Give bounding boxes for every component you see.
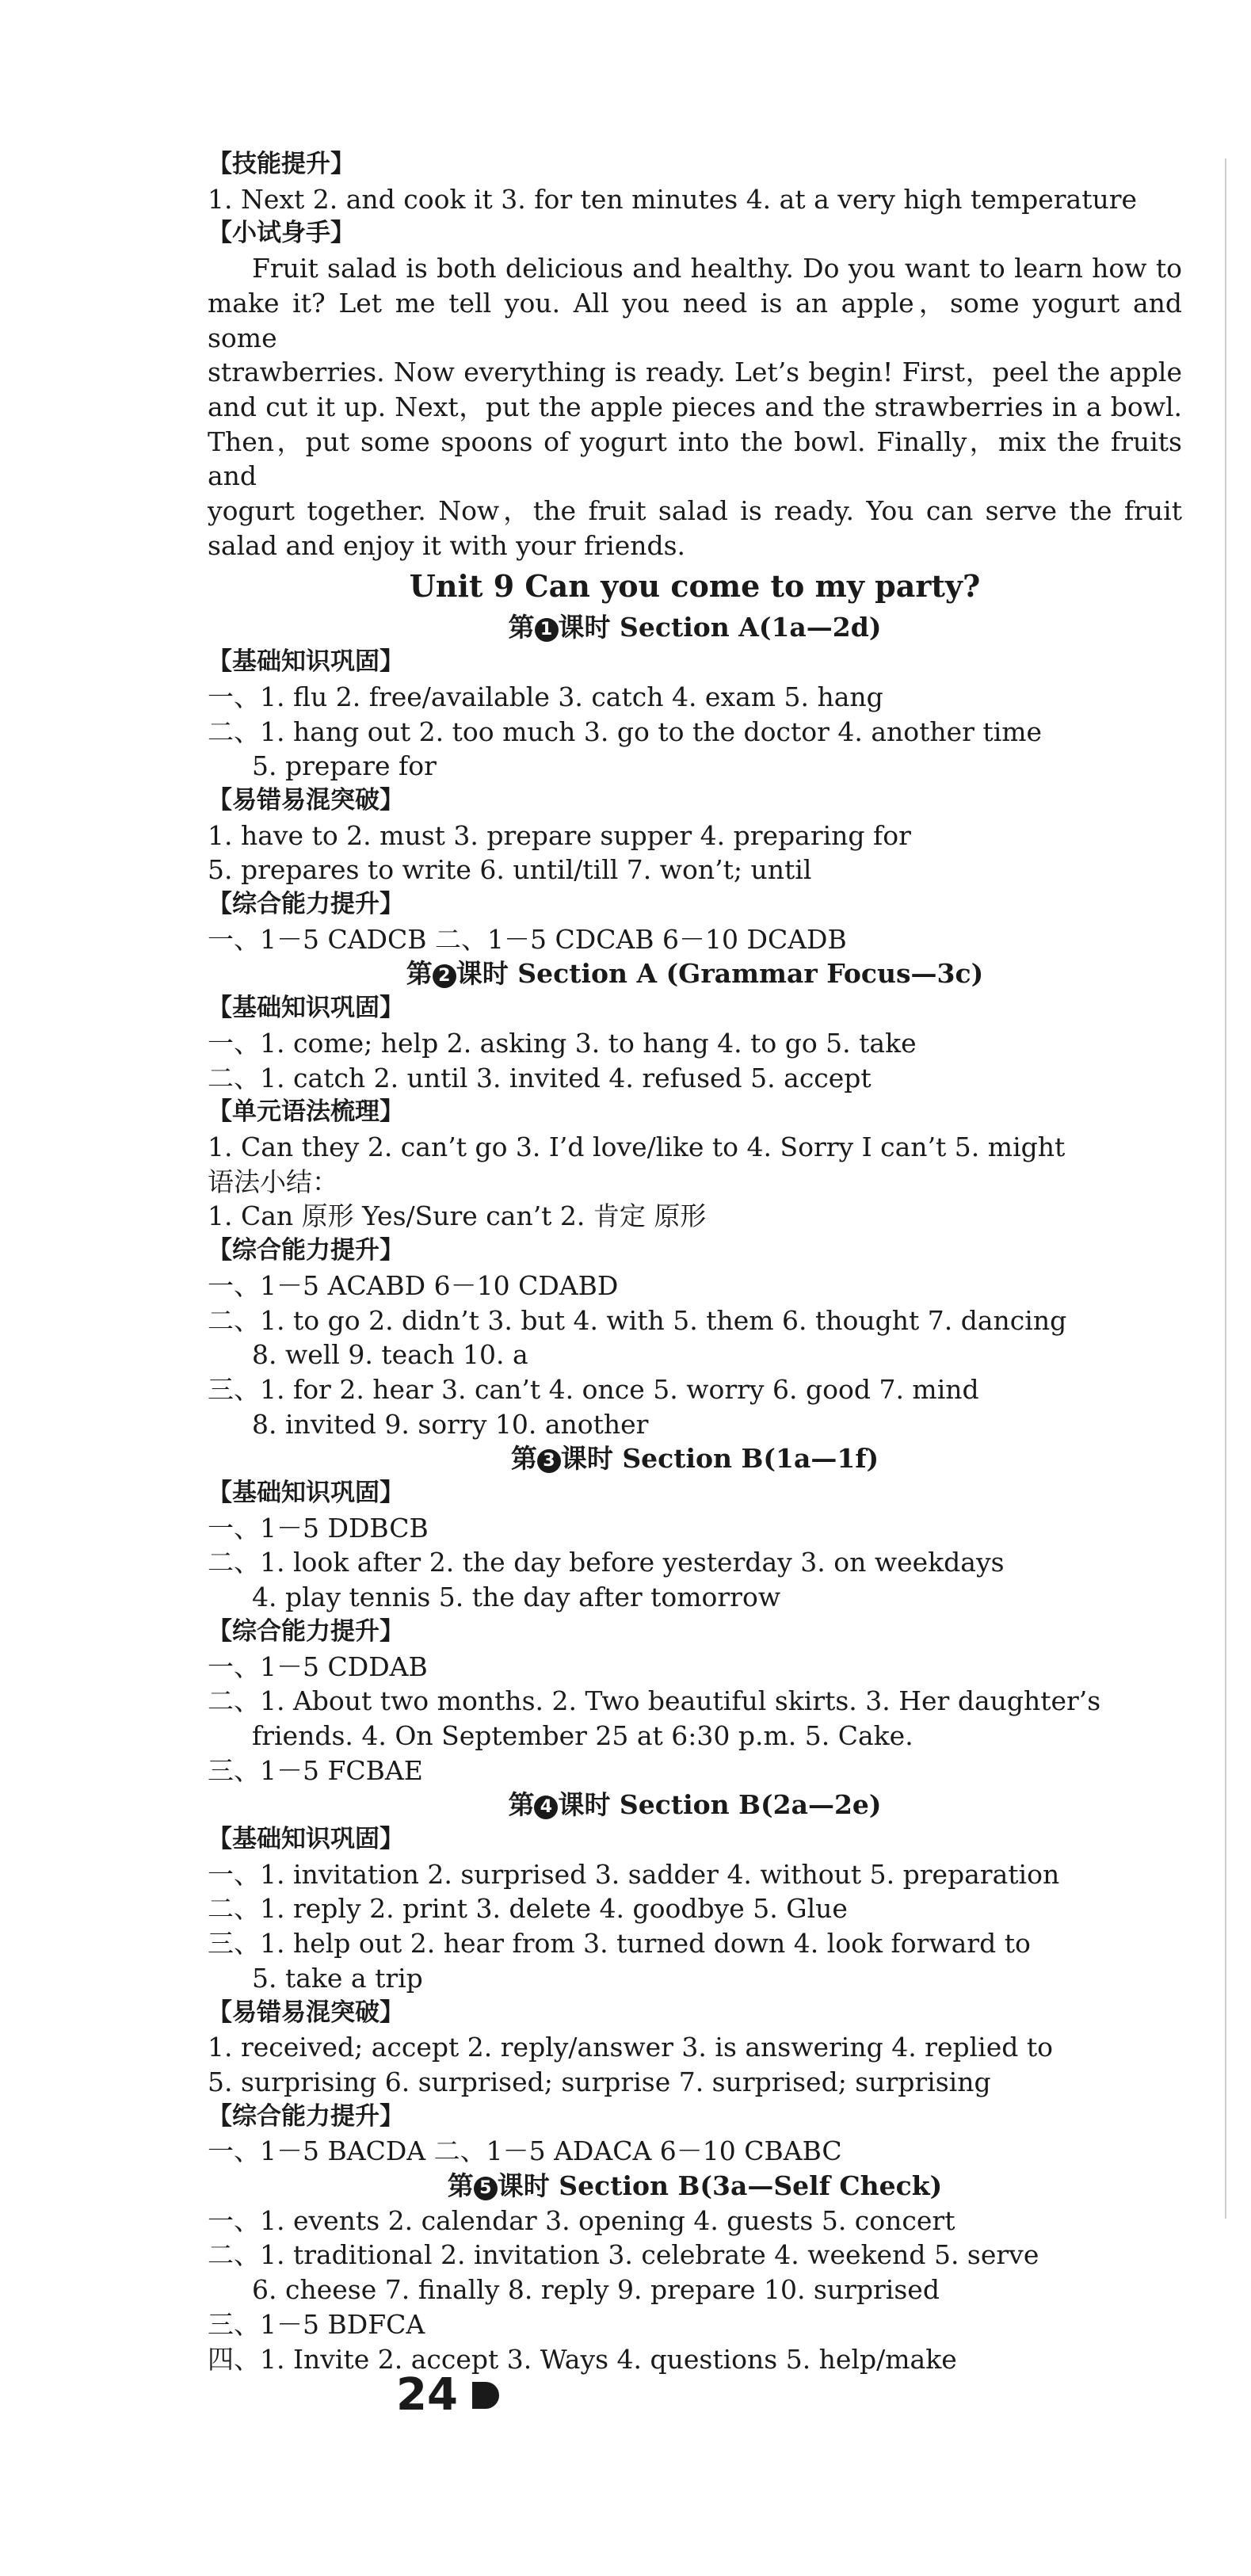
exercise-heading: 【综合能力提升】 — [208, 1616, 404, 1646]
exercise-heading: 【综合能力提升】 — [208, 2101, 404, 2131]
answer-line: 一、1. flu 2. free/available 3. catch 4. exam 5. hang — [208, 681, 883, 712]
section-heading — [208, 2169, 1182, 2204]
page-arrow-icon — [472, 2382, 499, 2409]
answer-line: 四、1. Invite 2. accept 3. Ways 4. questions 5. help/make — [208, 2343, 957, 2375]
section-prefix: 第 — [406, 958, 433, 990]
lesson-number-badge: 4 — [534, 1796, 558, 1819]
passage-line: make it? Let me tell you. All you need is an apple，some yogurt and some — [208, 287, 1182, 353]
answer-line: 一、1－5 DDBCB — [208, 1512, 429, 1544]
answer-line: 二、1. reply 2. print 3. delete 4. goodbye 5. Glue — [208, 1893, 848, 1925]
section-prefix: 第 — [508, 612, 535, 643]
section-prefix: 第 — [508, 1789, 535, 1821]
exercise-heading: 【基础知识巩固】 — [208, 647, 404, 677]
exercise-heading: 【综合能力提升】 — [208, 890, 404, 919]
unit-title: Unit 9 Can you come to my party? — [409, 568, 981, 605]
answer-line: 语法小结： — [208, 1166, 338, 1197]
answer-line: 一、1－5 ACABD 6－10 CDABD — [208, 1269, 619, 1301]
exercise-heading: 【小试身手】 — [208, 219, 355, 248]
answer-line: 一、1. invitation 2. surprised 3. sadder 4. without 5. preparation — [208, 1858, 1060, 1890]
passage-line: yogurt together. Now，the fruit salad is ready. You can serve the fruit — [208, 495, 1182, 527]
answer-line: 二、1. to go 2. didn’t 3. but 4. with 5. them 6. thought 7. dancing — [208, 1304, 1067, 1336]
exercise-heading: 【易错易混突破】 — [208, 785, 404, 815]
section-title: 课时 Section B(3a—Self Check) — [497, 2170, 943, 2202]
exercise-heading: 【基础知识巩固】 — [208, 1825, 404, 1854]
answer-line: 二、1. catch 2. until 3. invited 4. refused 5. accept — [208, 1062, 872, 1093]
answer-line: 一、1－5 CDDAB — [208, 1651, 428, 1682]
section-title: 课时 Section B(2a—2e) — [558, 1789, 882, 1821]
answer-line: 1. Can they 2. can’t go 3. I’d love/like to 4. Sorry I can’t 5. might — [208, 1131, 1066, 1162]
section-heading — [208, 1441, 1182, 1476]
section-heading — [208, 1788, 1182, 1822]
section-heading — [208, 610, 1182, 645]
answer-line: 一、1. events 2. calendar 3. opening 4. guests 5. concert — [208, 2204, 955, 2236]
answer-line: 三、1. for 2. hear 3. can’t 4. once 5. worry 6. good 7. mind — [208, 1373, 979, 1405]
section-title: 课时 Section A(1a—2d) — [558, 612, 882, 643]
answer-line: 一、1－5 BACDA 二、1－5 ADACA 6－10 CBABC — [208, 2135, 842, 2167]
passage-line: Then，put some spoons of yogurt into the bowl. Finally，mix the fruits and — [208, 426, 1182, 492]
lesson-number-badge: 3 — [537, 1449, 561, 1473]
exercise-heading: 【综合能力提升】 — [208, 1236, 404, 1265]
answer-line: 一、1－5 CADCB 二、1－5 CDCAB 6－10 DCADB — [208, 923, 847, 955]
passage-line: and cut it up. Next，put the apple pieces and the strawberries in a bowl. — [208, 391, 1182, 422]
answer-line: 二、1. look after 2. the day before yesterday 3. on weekdays — [208, 1547, 1005, 1578]
answer-line: 5. prepare for — [252, 750, 437, 782]
page-number: 24 — [396, 2369, 458, 2421]
answer-line: 一、1. come; help 2. asking 3. to hang 4. to go 5. take — [208, 1027, 917, 1059]
exercise-heading: 【单元语法梳理】 — [208, 1097, 404, 1127]
passage-line: Fruit salad is both delicious and healthy. Do you want to learn how to — [252, 253, 1182, 284]
answer-line: 8. invited 9. sorry 10. another — [252, 1408, 649, 1440]
answer-line: 5. prepares to write 6. until/till 7. won’t; until — [208, 854, 812, 886]
answer-line: 1. received; accept 2. reply/answer 3. is answering 4. replied to — [208, 2032, 1053, 2063]
lesson-number-badge: 2 — [433, 964, 456, 988]
answer-line: 三、1－5 FCBAE — [208, 1754, 423, 1786]
passage-line: salad and enjoy it with your friends. — [208, 529, 686, 561]
answer-line: 5. surprising 6. surprised; surprise 7. surprised; surprising — [208, 2066, 991, 2097]
section-title: 课时 Section A (Grammar Focus—3c) — [456, 958, 984, 990]
answer-line: 5. take a trip — [252, 1962, 423, 1994]
answer-line: friends. 4. On September 25 at 6:30 p.m. 5. Cake. — [252, 1719, 913, 1751]
section-prefix: 第 — [447, 2170, 474, 2202]
section-prefix: 第 — [510, 1443, 537, 1475]
answer-line: 1. have to 2. must 3. prepare supper 4. preparing for — [208, 819, 911, 851]
answer-line: 1. Can 原形 Yes/Sure can’t 2. 肯定 原形 — [208, 1200, 707, 1232]
answer-line: 8. well 9. teach 10. a — [252, 1339, 528, 1371]
page-footer — [396, 2369, 499, 2421]
lesson-number-badge: 1 — [535, 618, 559, 642]
answer-line: 6. cheese 7. finally 8. reply 9. prepare 10. surprised — [252, 2274, 940, 2306]
exercise-heading: 【基础知识巩固】 — [208, 1479, 404, 1508]
page-edge-divider — [1225, 158, 1226, 2219]
exercise-heading: 【易错易混突破】 — [208, 1998, 404, 2027]
lesson-number-badge: 5 — [474, 2177, 498, 2200]
answer-line: 4. play tennis 5. the day after tomorrow — [252, 1582, 781, 1613]
answer-line: 二、1. About two months. 2. Two beautiful skirts. 3. Her daughter’s — [208, 1685, 1101, 1717]
answer-line: 二、1. hang out 2. too much 3. go to the doctor 4. another time — [208, 716, 1043, 747]
answer-line: 二、1. traditional 2. invitation 3. celebrate 4. weekend 5. serve — [208, 2239, 1039, 2271]
answer-line: 三、1. help out 2. hear from 3. turned down 4. look forward to — [208, 1928, 1031, 1960]
answer-line: 三、1－5 BDFCA — [208, 2308, 425, 2340]
section-heading — [208, 956, 1182, 991]
section-title: 课时 Section B(1a—1f) — [560, 1443, 879, 1475]
exercise-heading: 【基础知识巩固】 — [208, 994, 404, 1023]
answer-page — [208, 147, 1182, 2376]
answer-line: 1. Next 2. and cook it 3. for ten minutes 4. at a very high temperature — [208, 183, 1138, 215]
passage-line: strawberries. Now everything is ready. Let’s begin! First，peel the apple — [208, 357, 1182, 388]
exercise-heading: 【技能提升】 — [208, 150, 355, 178]
